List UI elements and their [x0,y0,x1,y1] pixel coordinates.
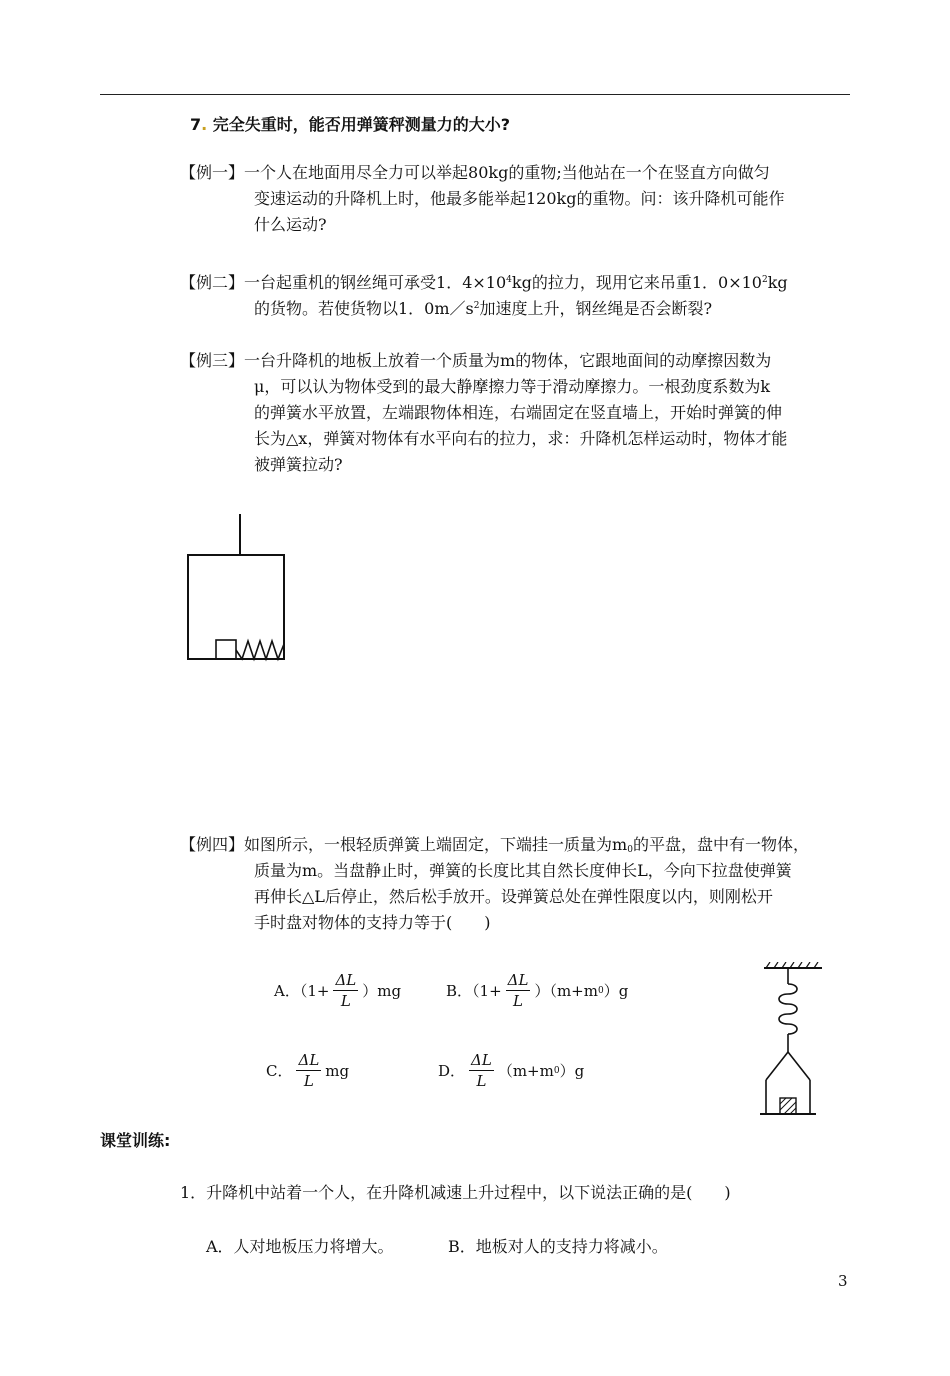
option-a: A．（1+ $\frac{\Delta L}{L}$ ）mg [274,971,402,1010]
question-1-option-a: A．人对地板压力将增大。 [206,1237,394,1256]
question-1-stem: 1．升降机中站着一个人，在升降机减速上升过程中，以下说法正确的是( ) [180,1183,731,1202]
fraction-delta-l-over-l: $\frac{\Delta L}{L}$ [335,971,357,1010]
option-d: D． $\frac{\Delta L}{L}$ （m+m 0 ）g [438,1051,585,1090]
option-c: C． $\frac{\Delta L}{L}$ mg [266,1051,350,1090]
example-2: 【例二】一台起重机的钢丝绳可承受1．$4\times 10^4kg$的拉力，现用它来吊重1．$0\times 10^2kg$ 的货物。若使货物以1．$0m/s^2$加速度上升，钢丝绳是否会断裂? [180,273,788,318]
section-heading-7: 7. 完全失重时，能否用弹簧秤测量力的大小? [190,115,511,134]
question-1-option-b: B．地板对人的支持力将减小。 [448,1237,668,1256]
page-number: 3 [838,1272,848,1290]
example-1-tag: 【例一】 [180,163,245,182]
elevator-spring-figure [176,510,316,675]
header-rule [100,94,850,95]
example-2-tag: 【例二】 [180,273,245,292]
example-3-tag: 【例三】 [180,351,245,370]
fraction-delta-l-over-l: $\frac{\Delta L}{L}$ [507,971,529,1010]
section-title-classroom-practice: 课堂训练: [100,1131,171,1150]
fraction-delta-l-over-l: $\frac{\Delta L}{L}$ [298,1051,320,1090]
option-b: B．（1+ $\frac{\Delta L}{L}$ ）（m+m 0 ）g [446,971,629,1010]
example-3: 【例三】一台升降机的地板上放着一个质量为m的物体，它跟地面间的动摩擦因数为 μ，可以认为物体受到的最大静摩擦力等于滑动摩擦力。一根劲度系数为k 的弹簧水平放置，左端跟物体相连，右端固定在竖直墙上，开始时弹簧的伸 长为△x，弹簧对物体有水平向右的拉力，求：升降机怎样运动时，物体才能 被弹簧拉动? [180,351,788,474]
example-1: 【例一】一个人在地面用尽全力可以举起80kg的重物;当他站在一个在竖直方向做匀 变速运动的升降机上时，他最多能举起120kg的重物。问：该升降机可能作 什么运动? [180,163,785,234]
fraction-delta-l-over-l: $\frac{\Delta L}{L}$ [471,1051,492,1090]
spring-pan-figure [758,962,828,1122]
example-4: 【例四】如图所示，一根轻质弹簧上端固定，下端挂一质量为$m_0$的平盘，盘中有一物体， 质量为m。当盘静止时，弹簧的长度比其自然长度伸长L，今向下拉盘使弹簧 再伸长△L后停止，然后松手放开。设弹簧总处在弹性限度以内，则刚松开 手时盘对物体的支持力等于( ) [180,835,809,932]
example-4-tag: 【例四】 [180,835,245,854]
